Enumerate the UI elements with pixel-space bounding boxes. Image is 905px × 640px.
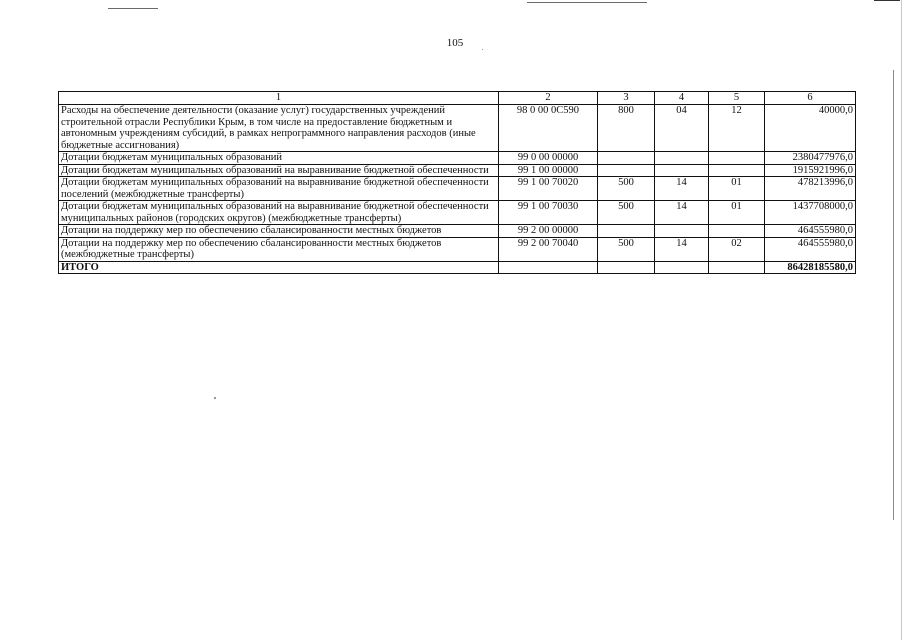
table-row [59, 225, 856, 238]
row-code: 99 1 00 00000 [499, 164, 598, 177]
column-header: 6 [765, 92, 856, 105]
scan-speck [482, 49, 483, 50]
row-rz: 14 [655, 237, 709, 261]
row-vr: 800 [598, 105, 655, 152]
table-row [59, 201, 856, 225]
row-name: Расходы на обеспечение деятельности (оказание услуг) государственных учреждений строительной отрасли Республики Крым, в том числе на предоставление бюджетным и автономным учреждениям субсидий, в рамках непрограммного направления расходов (иные бюджетные ассигнования) [59, 105, 499, 152]
row-pr [709, 164, 765, 177]
row-name: Дотации на поддержку мер по обеспечению сбалансированности местных бюджетов (межбюджетные трансферты) [59, 237, 499, 261]
total-sum: 86428185580,0 [765, 261, 856, 274]
row-rz [655, 164, 709, 177]
row-code: 99 1 00 70020 [499, 177, 598, 201]
row-rz: 14 [655, 177, 709, 201]
column-header: 3 [598, 92, 655, 105]
row-vr: 500 [598, 201, 655, 225]
row-vr [598, 152, 655, 165]
row-name: Дотации бюджетам муниципальных образований [59, 152, 499, 165]
row-sum: 1915921996,0 [765, 164, 856, 177]
row-rz: 04 [655, 105, 709, 152]
row-name: Дотации бюджетам муниципальных образований на выравнивание бюджетной обеспеченности поселений (межбюджетные трансферты) [59, 177, 499, 201]
empty-cell [598, 261, 655, 274]
scan-artifact-line [874, 0, 900, 1]
row-rz [655, 152, 709, 165]
row-vr [598, 164, 655, 177]
table-header-row [59, 92, 856, 105]
row-sum: 40000,0 [765, 105, 856, 152]
row-pr: 02 [709, 237, 765, 261]
row-vr: 500 [598, 237, 655, 261]
row-sum: 478213996,0 [765, 177, 856, 201]
row-code: 99 2 00 00000 [499, 225, 598, 238]
row-sum: 464555980,0 [765, 237, 856, 261]
row-name: Дотации бюджетам муниципальных образований на выравнивание бюджетной обеспеченности [59, 164, 499, 177]
row-sum: 464555980,0 [765, 225, 856, 238]
row-code: 99 2 00 70040 [499, 237, 598, 261]
scan-artifact-line [527, 2, 647, 3]
row-vr: 500 [598, 177, 655, 201]
empty-cell [709, 261, 765, 274]
table-row [59, 164, 856, 177]
row-pr: 01 [709, 201, 765, 225]
row-pr [709, 225, 765, 238]
table-row [59, 105, 856, 152]
row-pr [709, 152, 765, 165]
budget-table [58, 91, 856, 274]
row-code: 99 0 00 00000 [499, 152, 598, 165]
scan-speck [214, 397, 216, 399]
row-name: Дотации бюджетам муниципальных образований на выравнивание бюджетной обеспеченности муниципальных районов (городских округов) (межбюджетные трансферты) [59, 201, 499, 225]
row-pr: 01 [709, 177, 765, 201]
row-vr [598, 225, 655, 238]
row-sum: 2380477976,0 [765, 152, 856, 165]
scan-artifact-line [108, 8, 158, 9]
scan-edge-line [901, 0, 902, 640]
column-header: 5 [709, 92, 765, 105]
row-code: 99 1 00 70030 [499, 201, 598, 225]
table-row [59, 177, 856, 201]
row-name: Дотации на поддержку мер по обеспечению сбалансированности местных бюджетов [59, 225, 499, 238]
row-rz: 14 [655, 201, 709, 225]
column-header: 4 [655, 92, 709, 105]
total-label: ИТОГО [59, 261, 499, 274]
row-pr: 12 [709, 105, 765, 152]
scan-edge-line [893, 70, 894, 520]
table-row [59, 152, 856, 165]
page-number: 105 [446, 37, 464, 49]
total-row [59, 261, 856, 274]
row-code: 98 0 00 0С590 [499, 105, 598, 152]
row-sum: 1437708000,0 [765, 201, 856, 225]
table-row [59, 237, 856, 261]
column-header: 1 [59, 92, 499, 105]
empty-cell [655, 261, 709, 274]
empty-cell [499, 261, 598, 274]
column-header: 2 [499, 92, 598, 105]
row-rz [655, 225, 709, 238]
